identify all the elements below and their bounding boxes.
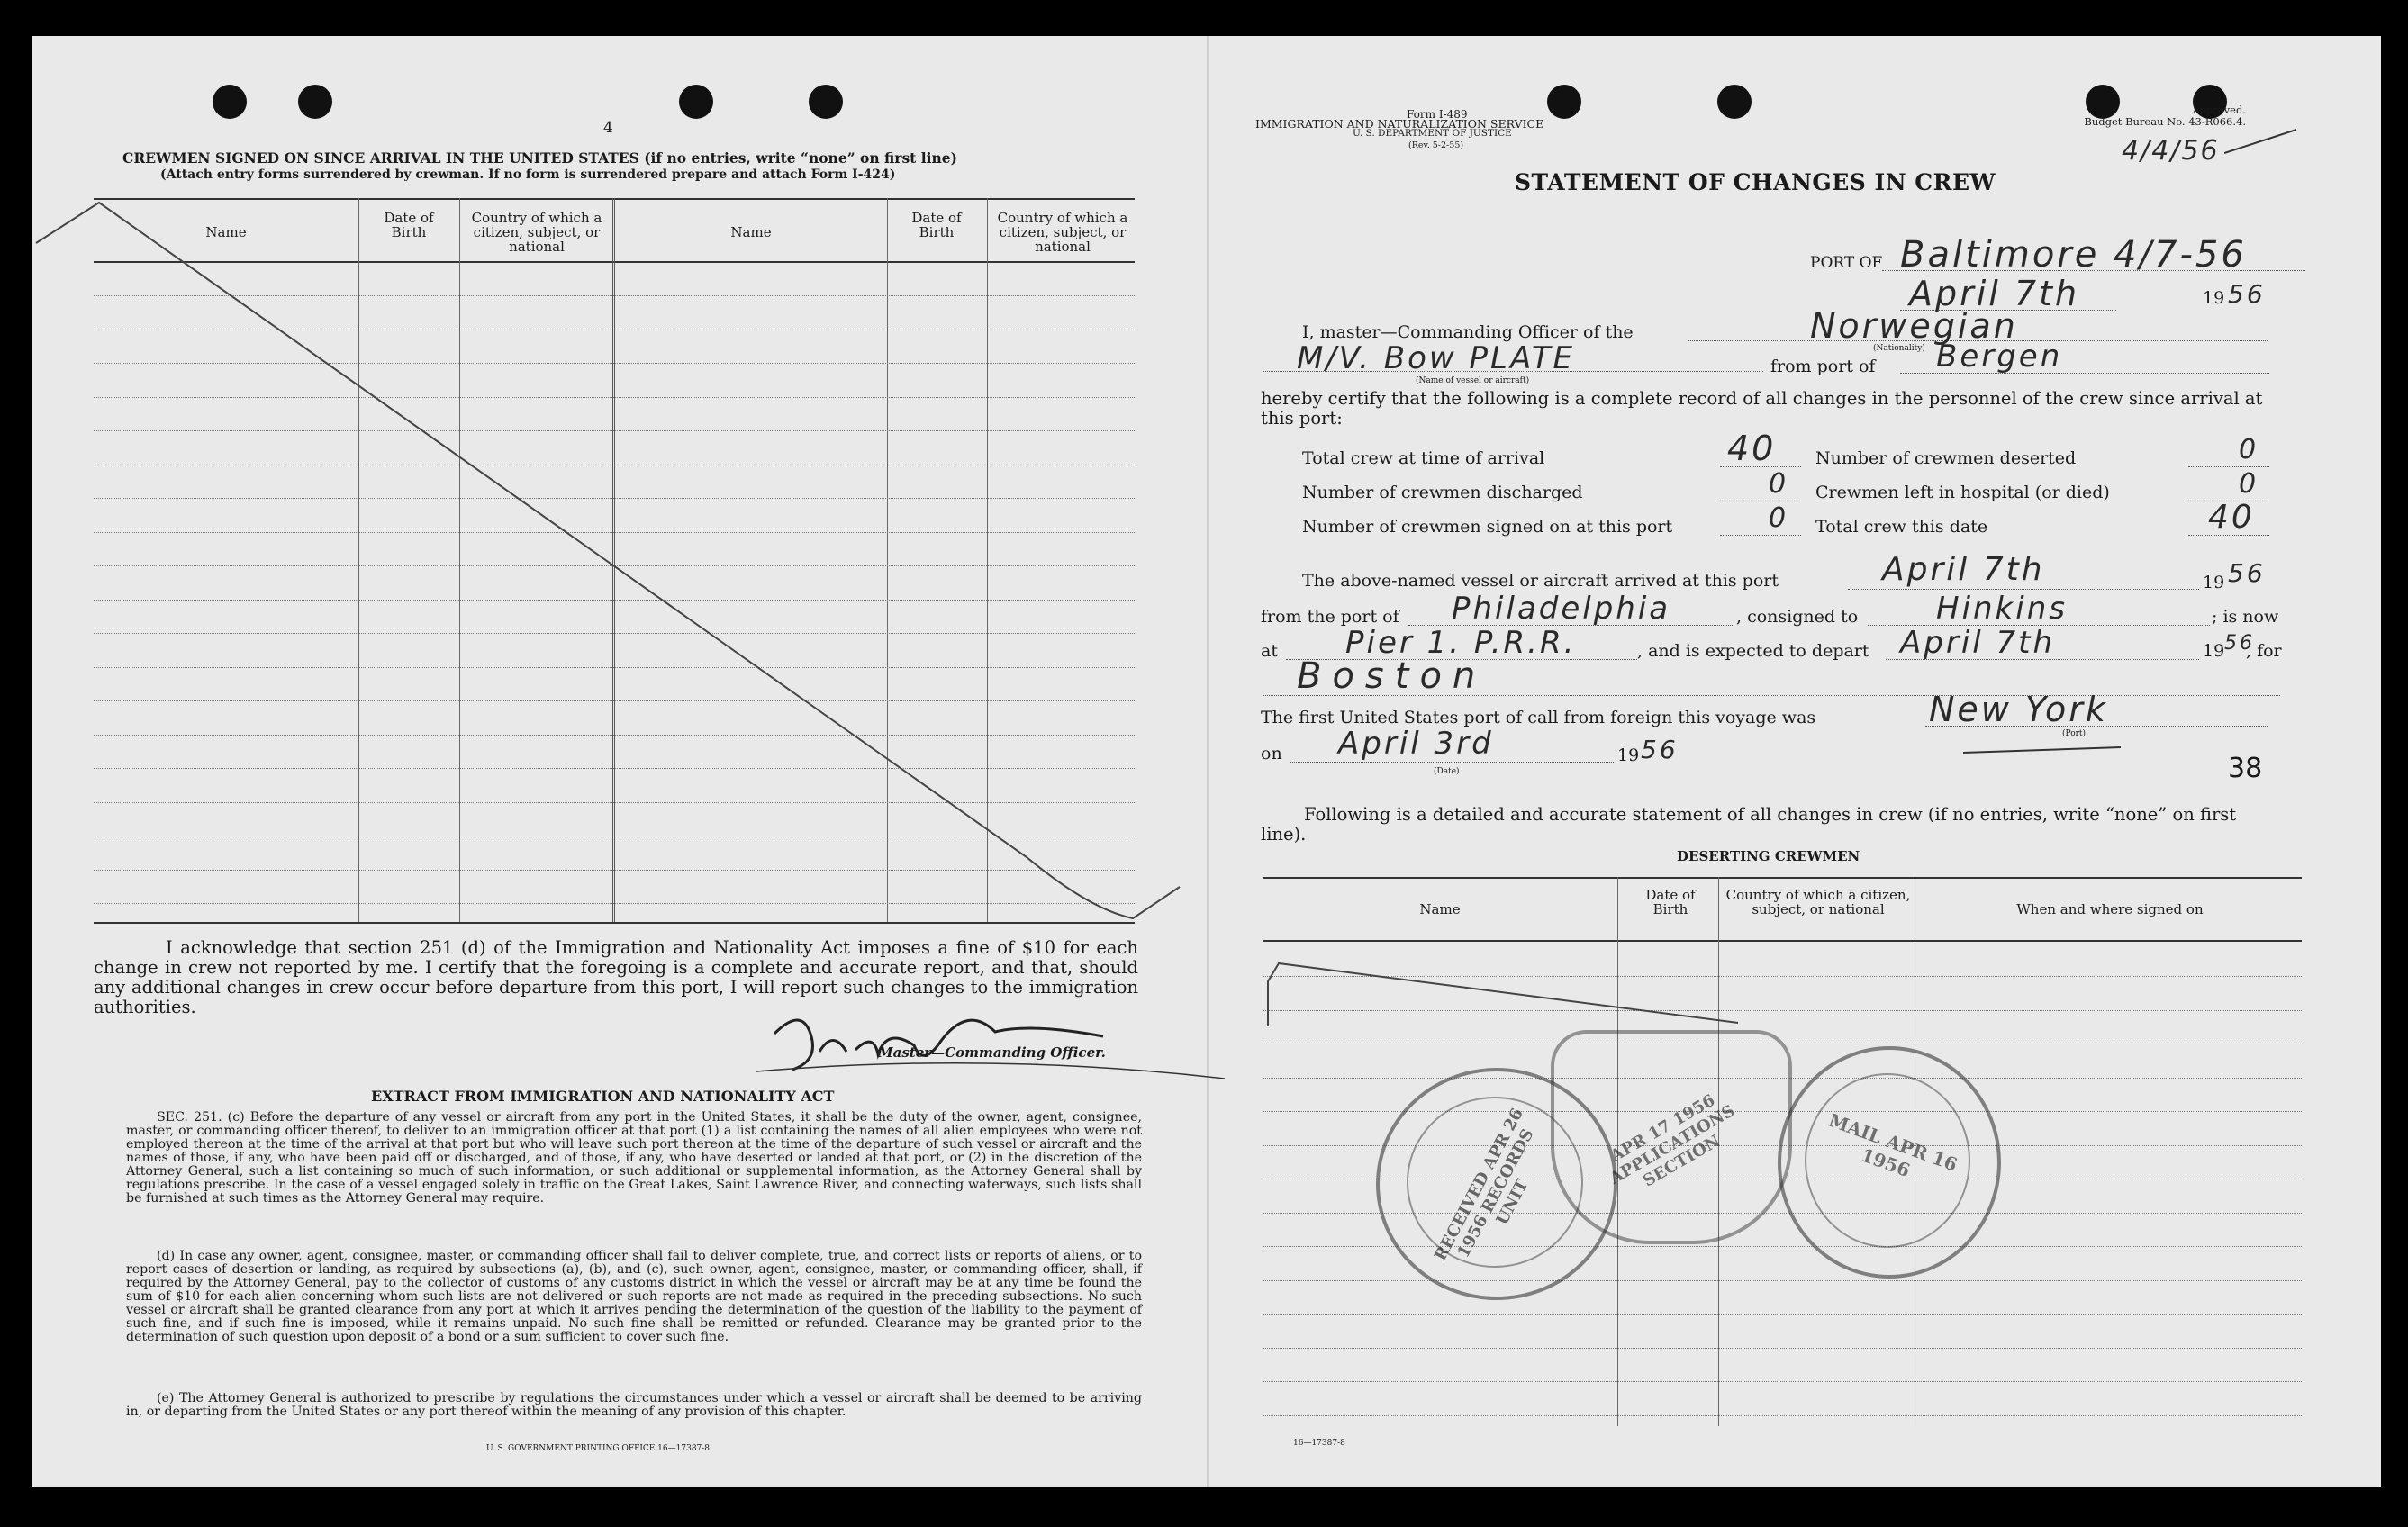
printing-office-footer: U. S. GOVERNMENT PRINTING OFFICE 16—17387-8 — [486, 1444, 711, 1453]
form-title: STATEMENT OF CHANGES IN CREW — [1515, 169, 1996, 195]
nationality-value: Norwegian — [1810, 306, 2018, 346]
column-header-country: Country of which a citizen, subject, or national — [471, 210, 602, 255]
count-line — [1720, 535, 1801, 536]
sec-251-d: (d) In case any owner, agent, consignee, master, or commanding officer shall fail to deliver complete, true, and correct lists or reports of aliens, or to report cases of desertion or landing, as required by subsections (a), (b), and (c), such owner, agent, consignee, master, or commanding officer, shall, if required by the Attorney General, pay to the collector of customs of any customs district in which the vessel or aircraft may be at any time be found the sum of $10 for each alien concerning whom such lists are not delivered or such reports are not made as required in the preceding subsections. No such vessel or aircraft shall be granted clearance from any port at which it arrives pending the determination of the question of the liability to the payment of such fine, and if such fine is imposed, while it remains unpaid. No such fine shall be remitted or refunded. Clearance may be granted prior to the determination of such question upon deposit of a bond or a sum sufficient to cover such fine. — [126, 1249, 1142, 1344]
discharged-label: Number of crewmen discharged — [1302, 483, 1583, 502]
count-line — [2188, 466, 2269, 467]
arrived-line — [1848, 589, 2199, 590]
deserting-title: DESERTING CREWMEN — [1677, 848, 1860, 864]
vessel-caption: (Name of vessel or aircraft) — [1416, 376, 1530, 385]
consigned-label: , consigned to — [1736, 607, 1859, 627]
depart-label: , and is expected to depart — [1637, 641, 1869, 661]
table-row — [1263, 1415, 2302, 1416]
date-caption: (Date) — [1434, 767, 1460, 776]
hospital-value: 0 — [2239, 468, 2259, 500]
at-label: at — [1261, 641, 1278, 661]
stamp-text: APR 17 1956 APPLICATIONS SECTION — [1607, 1090, 1738, 1191]
applications-section-stamp — [1551, 1030, 1792, 1244]
depart-year-value: 56 — [2224, 632, 2255, 655]
year-value: 56 — [2228, 279, 2266, 309]
column-header-dob: Date of Birth — [911, 210, 962, 240]
port-label: PORT OF — [1810, 254, 1883, 272]
sec-251-c: SEC. 251. (c) Before the departure of any vessel or aircraft from any port in the United States, it shall be the duty of the owner, agent, consignee, master, or commanding officer thereof, to deliver to an immigration officer at that port (1) a list containing the names of all alien employees who were not employed thereon at the time of the arrival at that port but who will leave such port thereon at the time of the departure of such vessel or aircraft and the names of those, if any, who have been paid off or discharged, and of those, if any, who have deserted or landed at that port, or (2) in the discretion of the Attorney General, such a list containing so much of such information, or such additional or supplemental information, as the Attorney General shall by regulations prescribe. In the case of a vessel engaged solely in traffic on the Great Lakes, Saint Lawrence River, and connecting waterways, such lists shall be furnished at such times as the Attorney General may require. — [126, 1110, 1142, 1206]
on-year-value: 56 — [1641, 735, 1679, 764]
form-number: Form I-489 — [1407, 108, 1468, 121]
page-fold — [1207, 36, 1209, 1487]
table-top-rule — [1263, 877, 2302, 879]
budget-bureau-number: approved. Budget Bureau No. 43-R066.4. — [2084, 104, 2246, 128]
form-revision: (Rev. 5-2-55) — [1408, 140, 1464, 150]
punch-hole — [1717, 85, 1752, 119]
on-label: on — [1261, 744, 1282, 764]
date-value: April 7th — [1909, 274, 2080, 313]
column-header-country: Country of which a citizen, subject, or national — [1725, 887, 1911, 917]
from-port-label: from port of — [1770, 357, 1876, 376]
deserted-value: 0 — [2239, 434, 2259, 465]
crewmen-signed-subheader: (Attach entry forms surrendered by crewman. If no form is surrendered prepare and attach Form I-424) — [160, 167, 896, 182]
extract-title: EXTRACT FROM IMMIGRATION AND NATIONALITY ACT — [371, 1088, 835, 1105]
acknowledgement-text: I acknowledge that section 251 (d) of the Immigration and Nationality Act imposes a fine of $10 for each change in crew not reported by me. I certify that the foregoing is a complete and accurate report, and that, should any additional changes in crew occur before departure from this port, I will report such changes to the immigration authorities. — [94, 937, 1138, 1017]
underline-mark — [1963, 744, 2125, 756]
stamp-text: MAIL APR 16 1956 — [1825, 1108, 1960, 1182]
column-header-dob: Date of Birth — [384, 210, 434, 240]
hospital-label: Crewmen left in hospital (or died) — [1815, 483, 2110, 502]
master-signature — [756, 998, 1225, 1079]
signature-caption: Master—Commanding Officer. — [878, 1044, 1106, 1061]
signed-on-label: Number of crewmen signed on at this port — [1302, 517, 1673, 537]
table-row — [1263, 1381, 2302, 1382]
arrived-label: The above-named vessel or aircraft arrived at this port — [1302, 571, 1779, 591]
table-row — [1263, 1314, 2302, 1315]
following-text: Following is a detailed and accurate statement of all changes in crew (if no entries, write “none” on first line). — [1261, 804, 2237, 845]
at-value: Pier 1. P.R.R. — [1345, 625, 1577, 661]
arrived-year-prefix: 19 — [2203, 573, 2225, 592]
year-prefix: 19 — [2203, 288, 2225, 308]
depart-year-prefix: 19 — [2203, 641, 2225, 661]
total-arrival-value: 40 — [1727, 429, 1777, 468]
column-header-name: Name — [730, 224, 772, 240]
first-port-value: New York — [1929, 690, 2108, 729]
column-header-name: Name — [1419, 901, 1461, 917]
arrived-date-value: April 7th — [1882, 551, 2045, 588]
column-header-dob: Date of Birth — [1645, 887, 1696, 917]
agency-name: IMMIGRATION AND NATURALIZATION SERVICE — [1255, 117, 1544, 131]
discharged-value: 0 — [1769, 468, 1789, 500]
on-date-value: April 3rd — [1338, 726, 1494, 762]
master-label: I, master—Commanding Officer of the — [1302, 322, 1634, 342]
on-year-prefix: 19 — [1617, 745, 1640, 765]
total-arrival-label: Total crew at time of arrival — [1302, 448, 1545, 468]
table-row — [1263, 1280, 2302, 1281]
destination-value: Boston — [1297, 655, 1487, 697]
total-date-label: Total crew this date — [1815, 517, 1988, 537]
cancel-line — [1252, 936, 1756, 1035]
page-number-38: 38 — [2228, 753, 2263, 784]
punch-hole — [1547, 85, 1581, 119]
from-port-of-label: from the port of — [1261, 607, 1399, 627]
handwritten-date-corner: 4/4/56 — [2122, 135, 2220, 167]
depart-date-value: April 7th — [1900, 625, 2056, 661]
column-header-signed-on: When and where signed on — [2016, 901, 2204, 917]
from-port-value: Bergen — [1936, 339, 2063, 375]
cancel-line — [0, 0, 1207, 990]
arrived-year-value: 56 — [2228, 558, 2266, 588]
table-row — [1263, 1348, 2302, 1349]
page-number: 4 — [603, 119, 613, 137]
port-caption: (Port) — [2062, 729, 2087, 738]
department-name: U. S. DEPARTMENT OF JUSTICE — [1353, 128, 1512, 139]
first-port-label: The first United States port of call from foreign this voyage was — [1261, 708, 1816, 727]
is-now-label: ; is now — [2212, 607, 2279, 627]
column-header-country: Country of which a citizen, subject, or national — [997, 210, 1128, 255]
for-label: , for — [2246, 641, 2282, 661]
form-footer: 16—17387-8 — [1293, 1439, 1345, 1448]
consigned-value: Hinkins — [1936, 591, 2068, 627]
sec-251-e: (e) The Attorney General is authorized to prescribe by regulations the circumstances under which a vessel or aircraft shall be deemed to be arriving in, or departing from the United States or any port thereof within the meaning of any provision of this chapter. — [126, 1391, 1142, 1419]
stamp-text: RECEIVED APR 26 1956 RECORDS UNIT — [1430, 1105, 1538, 1264]
column-header-name: Name — [205, 224, 247, 240]
corner-mark — [2224, 126, 2305, 162]
vessel-name-value: M/V. Bow PLATE — [1297, 340, 1575, 376]
nationality-caption: (Nationality) — [1873, 344, 1925, 353]
on-line — [1290, 762, 1614, 763]
from-port-of-value: Philadelphia — [1452, 591, 1671, 627]
certify-text: hereby certify that the following is a complete record of all changes in the personnel of the crew since arrival at this port: — [1261, 388, 2263, 429]
crewmen-signed-header: CREWMEN SIGNED ON SINCE ARRIVAL IN THE UNITED STATES (if no entries, write “none” on first line) — [122, 149, 957, 167]
port-value: Baltimore 4/7-56 — [1900, 234, 2247, 276]
signed-on-value: 0 — [1769, 502, 1789, 534]
mail-stamp — [1778, 1046, 2001, 1279]
deserted-label: Number of crewmen deserted — [1815, 448, 2077, 468]
total-date-value: 40 — [2208, 499, 2255, 536]
